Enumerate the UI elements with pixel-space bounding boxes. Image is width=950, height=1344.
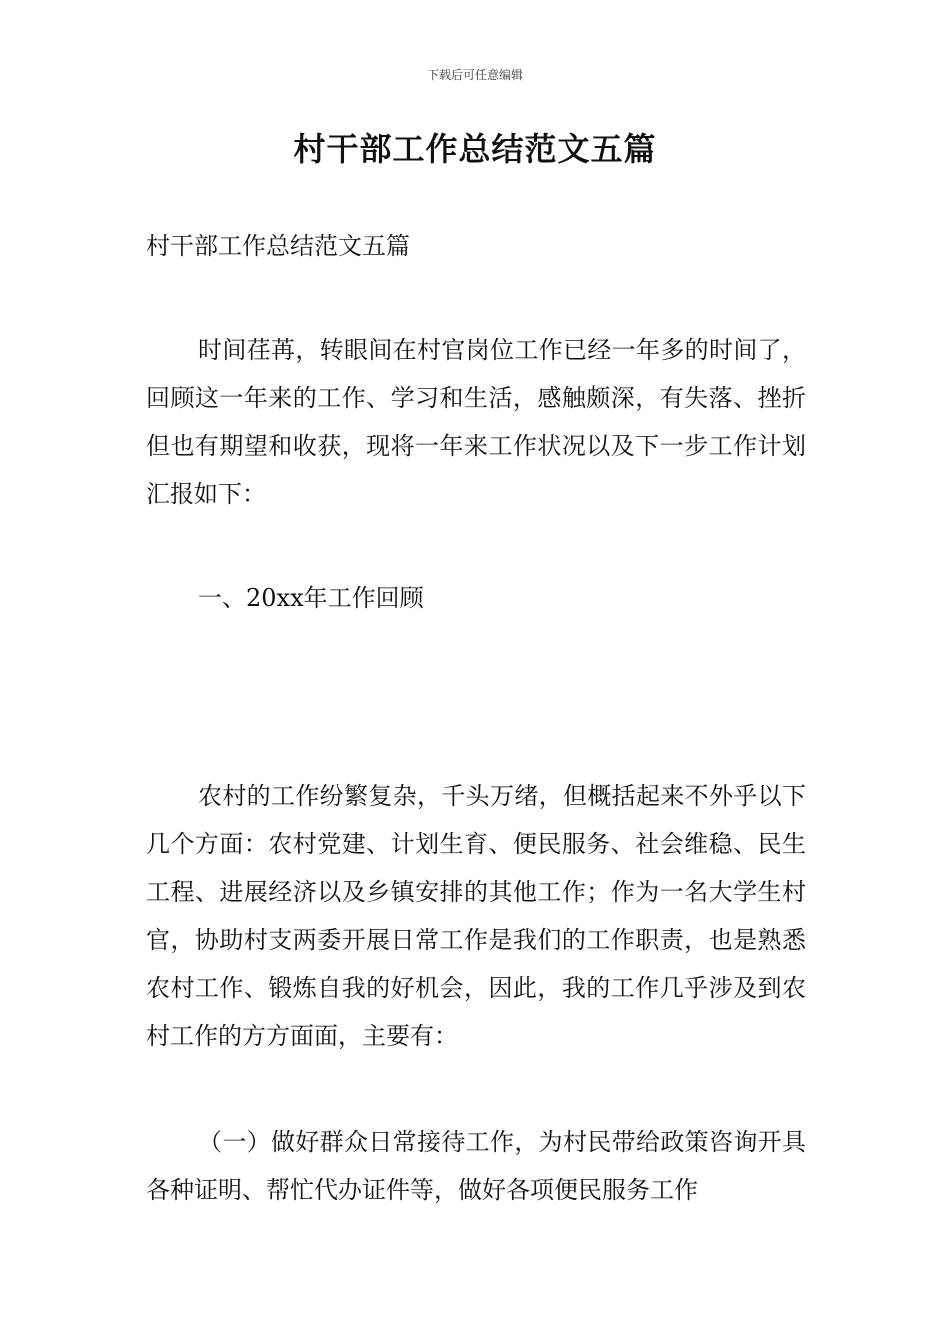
- paragraph-work-overview: 农村的工作纷繁复杂，千头万绪，但概括起来不外乎以下几个方面：农村党建、计划生育、便民服务、社会维稳、民生工程、进展经济以及乡镇安排的其他工作；作为一名大学生村官，协助村支两委开展日常工作是我们的工作职责，也是熟悉农村工作、锻炼自我的好机会，因此，我的工作几乎涉及到农村工作的方方面面，主要有：: [146, 782, 806, 1050]
- paragraph-item-one: （一）做好群众日常接待工作，为村民带给政策咨询开具各种证明、帮忙代办证件等，做好各项便民服务工作: [146, 1128, 806, 1204]
- document-title: 村干部工作总结范文五篇: [293, 130, 657, 168]
- document-subtitle: 村干部工作总结范文五篇: [146, 232, 410, 260]
- header-note: 下载后可任意编辑: [426, 68, 523, 82]
- section-heading: 一、20xx年工作回顾: [198, 584, 424, 612]
- paragraph-intro: 时间荏苒，转眼间在村官岗位工作已经一年多的时间了，回顾这一年来的工作、学习和生活，感触颇深，有失落、挫折但也有期望和收获，现将一年来工作状况以及下一步工作计划汇报如下：: [146, 336, 806, 508]
